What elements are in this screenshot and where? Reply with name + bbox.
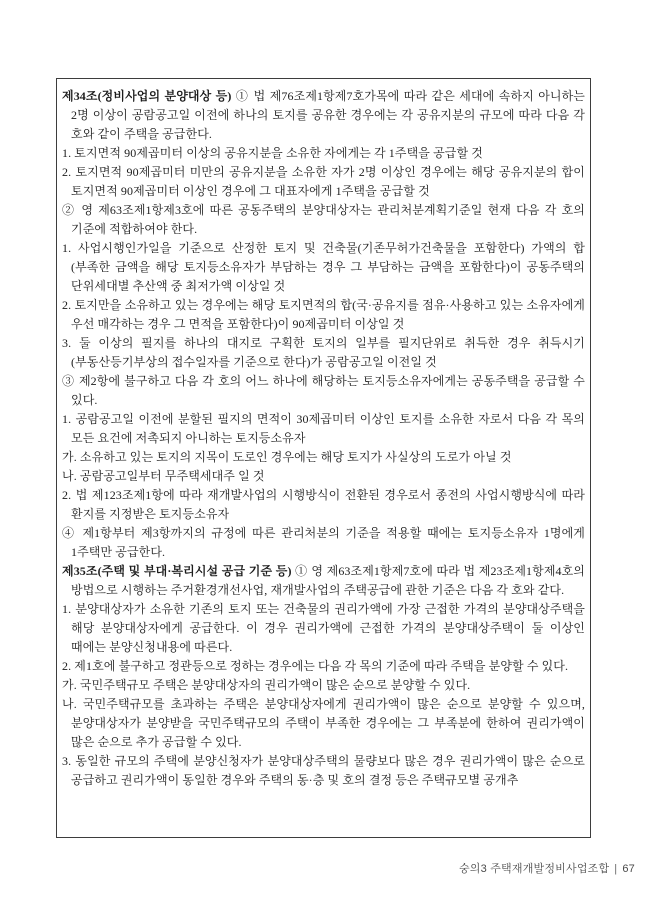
document-body-frame	[56, 78, 591, 838]
clause-item: 1. 사업시행인가일을 기준으로 산정한 토지 및 건축물(기존무허가건축물을 포함한다) 가액의 합(부족한 금액을 해당 토지등소유자가 부담하는 경우 그 부담하는 금액을 포함한다)이 공동주택의 단위세대별 추산액 중 최저가액 이상일 것	[62, 241, 585, 293]
clause-paragraph: ④ 제1항부터 제3항까지의 규정에 따른 관리처분의 기준을 적용할 때에는 토지등소유자 1명에게 1주택만 공급한다.	[62, 526, 585, 559]
clause-item: 3. 동일한 규모의 주택에 분양신청자가 분양대상주택의 물량보다 많은 경우 권리가액이 많은 순으로 공급하고 권리가액이 동일한 경우와 주택의 동·층 및 호의 결정 등은 주택규모별 공개추	[62, 754, 585, 787]
article-35-title: 제35조(주택 및 부대·복리시설 공급 기준 등)	[62, 564, 292, 578]
page-footer	[459, 860, 635, 876]
clause-paragraph: ② 영 제63조제1항제3호에 따른 공동주택의 분양대상자는 관리처분계획기준일 현재 다음 각 호의 기준에 적합하여야 한다.	[62, 203, 585, 236]
clause-subitem: 나. 공람공고일부터 무주택세대주 일 것	[62, 469, 265, 483]
clause-item: 1. 분양대상자가 소유한 기존의 토지 또는 건축물의 권리가액에 가장 근접한 가격의 분양대상주택을 해당 분양대상자에게 공급한다. 이 경우 권리가액에 근접한 가격의 분양대상주택이 둘 이상인 때에는 분양신청내용에 따른다.	[62, 602, 585, 654]
clause-item: 2. 토지만을 소유하고 있는 경우에는 해당 토지면적의 합(국·공유지를 점유·사용하고 있는 소유자에게 우선 매각하는 경우 그 면적을 포함한다)이 90제곱미터 이상일 것	[62, 298, 585, 331]
clause-item: 2. 제1호에 불구하고 정관등으로 정하는 경우에는 다음 각 목의 기준에 따라 주택을 분양할 수 있다.	[62, 659, 569, 673]
article-34-title: 제34조(정비사업의 분양대상 등)	[62, 89, 232, 103]
clause-subitem: 가. 국민주택규모 주택은 분양대상자의 권리가액이 많은 순으로 분양할 수 있다.	[62, 678, 471, 692]
article-34-intro: ① 법 제76조제1항제7호가목에 따라 같은 세대에 속하지 아니하는 2명 이상이 공람공고일 이전에 하나의 토지를 공유한 경우에는 각 공유지분의 규모에 따라 다음 각 호와 같이 주택을 공급한다.	[71, 89, 585, 141]
footer-page-number: 67	[622, 863, 635, 875]
clause-item: 1. 토지면적 90제곱미터 이상의 공유지분을 소유한 자에게는 각 1주택을 공급할 것	[62, 146, 483, 160]
article-35-intro: ① 영 제63조제1항제7호에 따라 법 제23조제1항제4호의 방법으로 시행하는 주거환경개선사업, 재개발사업의 주택공급에 관한 기준은 다음 각 호와 같다.	[71, 564, 585, 597]
article-35-paragraph	[62, 562, 585, 600]
clause-item: 3. 둘 이상의 필지를 하나의 대지로 구획한 토지의 일부를 필지단위로 취득한 경우 취득시기(부동산등기부상의 접수일자를 기준으로 한다)가 공람공고일 이전일 것	[62, 336, 585, 369]
clause-item: 2. 법 제123조제1항에 따라 재개발사업의 시행방식이 전환된 경우로서 종전의 사업시행방식에 따라 환지를 지정받은 토지등소유자	[62, 488, 585, 521]
footer-organization: 숭의3 주택재개발정비사업조합	[458, 863, 610, 875]
footer-separator: |	[614, 863, 618, 875]
clause-subitem: 나. 국민주택규모를 초과하는 주택은 분양대상자에게 권리가액이 많은 순으로 분양할 수 있으며, 분양대상자가 분양받을 국민주택규모의 주택이 부족한 경우에는 그 부족분에 한하여 권리가액이 많은 순으로 추가 공급할 수 있다.	[62, 697, 585, 749]
clause-item: 2. 토지면적 90제곱미터 미만의 공유지분을 소유한 자가 2명 이상인 경우에는 해당 공유지분의 합이 토지면적 90제곱미터 이상인 경우에 그 대표자에게 1주택을 공급할 것	[62, 165, 585, 198]
clause-item: 1. 공람공고일 이전에 분할된 필지의 면적이 30제곱미터 이상인 토지를 소유한 자로서 다음 각 목의 모든 요건에 저촉되지 아니하는 토지등소유자	[62, 412, 585, 445]
article-34-paragraph	[62, 87, 585, 144]
clause-paragraph: ③ 제2항에 불구하고 다음 각 호의 어느 하나에 해당하는 토지등소유자에게는 공동주택을 공급할 수 있다.	[62, 374, 585, 407]
clause-subitem: 가. 소유하고 있는 토지의 지목이 도로인 경우에는 해당 토지가 사실상의 도로가 아닐 것	[62, 450, 512, 464]
